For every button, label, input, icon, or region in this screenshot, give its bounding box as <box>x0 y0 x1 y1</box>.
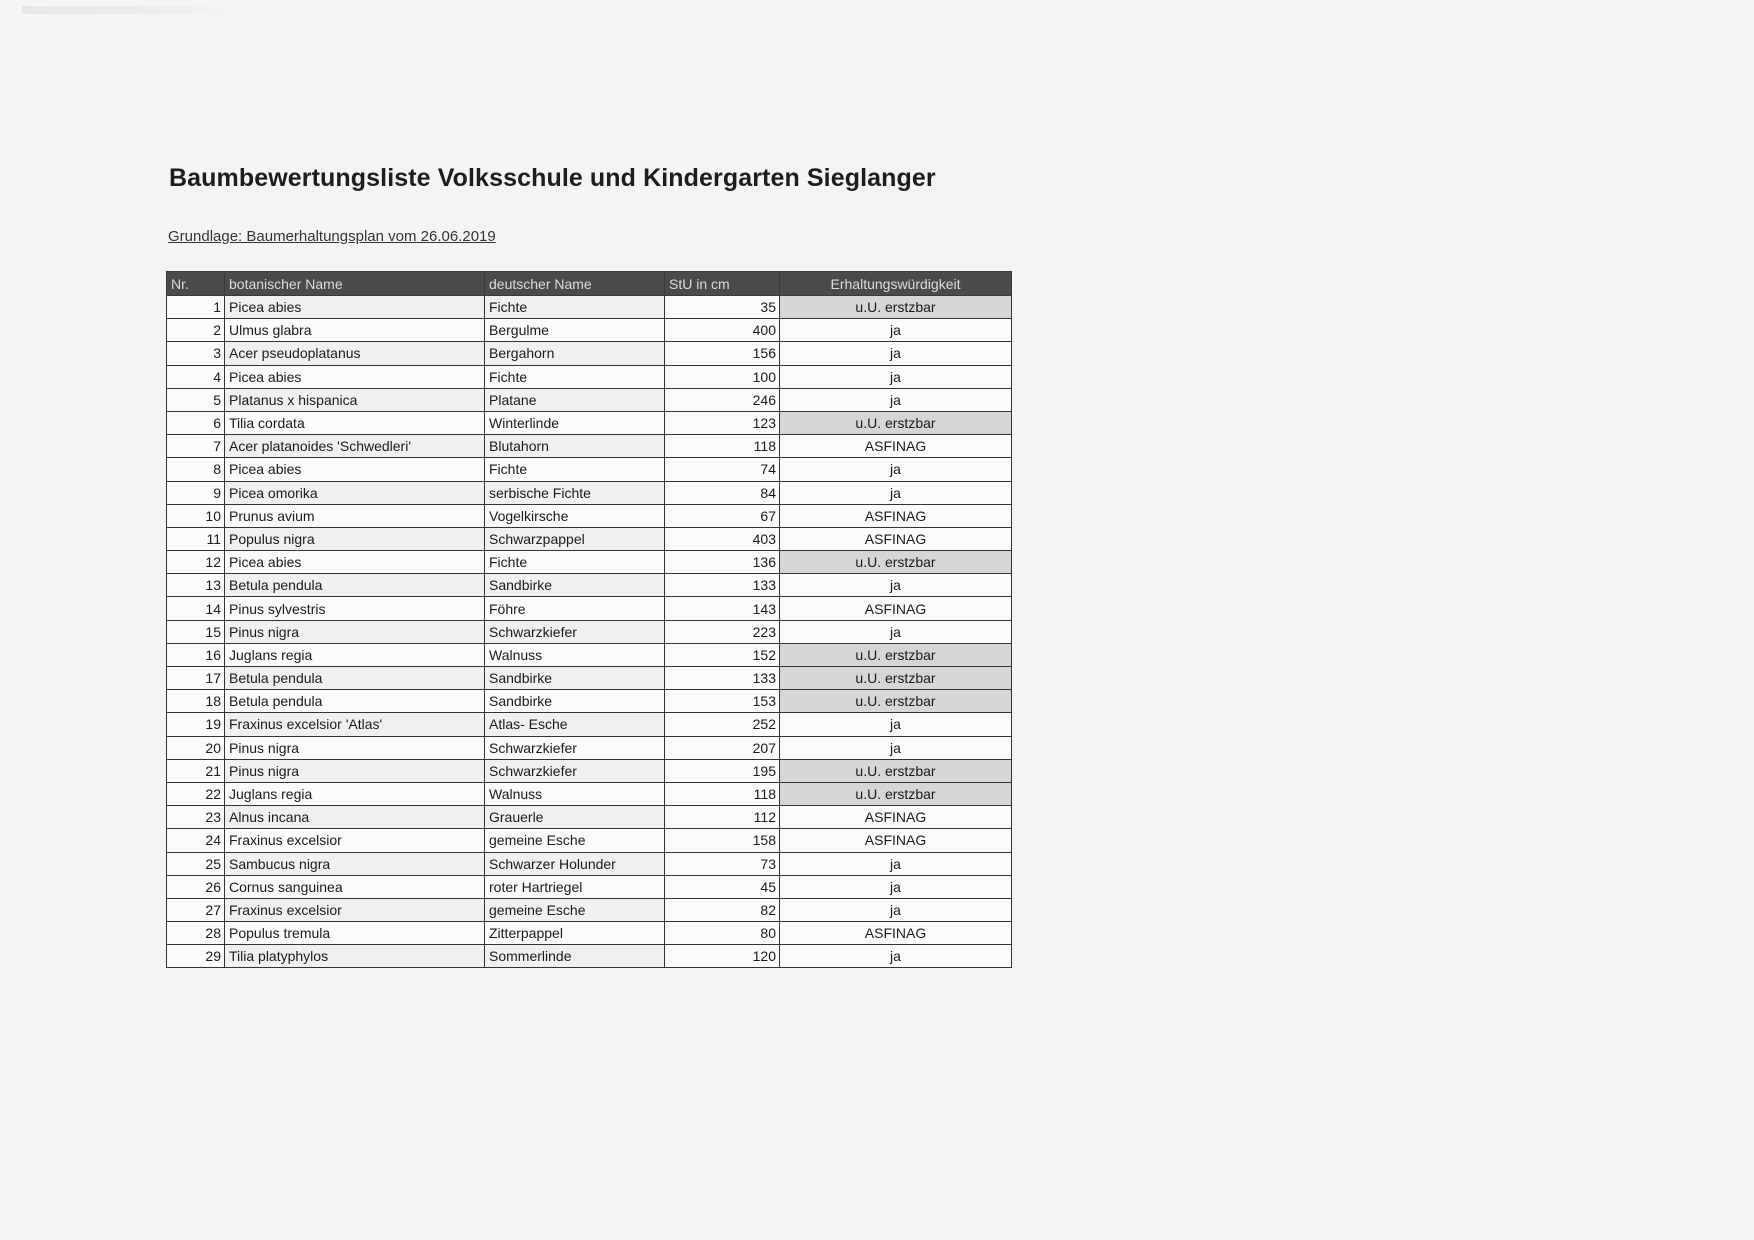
table-row <box>167 620 1012 643</box>
cell-german-name: Sommerlinde <box>485 945 665 968</box>
table-row <box>167 319 1012 342</box>
cell-german-name: Föhre <box>485 597 665 620</box>
cell-status: u.U. erstzbar <box>780 643 1012 666</box>
cell-stu: 118 <box>665 782 780 805</box>
cell-status: ja <box>780 898 1012 921</box>
cell-stu: 143 <box>665 597 780 620</box>
cell-status: u.U. erstzbar <box>780 667 1012 690</box>
cell-german-name: Winterlinde <box>485 411 665 434</box>
cell-status: ja <box>780 342 1012 365</box>
cell-german-name: Zitterpappel <box>485 922 665 945</box>
cell-stu: 400 <box>665 319 780 342</box>
cell-german-name: Schwarzer Holunder <box>485 852 665 875</box>
cell-botanical-name: Picea abies <box>225 365 485 388</box>
cell-stu: 207 <box>665 736 780 759</box>
cell-botanical-name: Pinus nigra <box>225 736 485 759</box>
cell-status: ja <box>780 945 1012 968</box>
table-row <box>167 388 1012 411</box>
cell-nr: 4 <box>167 365 225 388</box>
cell-status: ASFINAG <box>780 435 1012 458</box>
table-row <box>167 898 1012 921</box>
cell-nr: 21 <box>167 759 225 782</box>
cell-nr: 13 <box>167 574 225 597</box>
cell-botanical-name: Picea abies <box>225 551 485 574</box>
tree-evaluation-table <box>166 271 1012 968</box>
cell-nr: 20 <box>167 736 225 759</box>
cell-botanical-name: Betula pendula <box>225 667 485 690</box>
cell-botanical-name: Populus tremula <box>225 922 485 945</box>
cell-status: ja <box>780 481 1012 504</box>
cell-nr: 8 <box>167 458 225 481</box>
cell-stu: 136 <box>665 551 780 574</box>
cell-stu: 67 <box>665 504 780 527</box>
cell-stu: 118 <box>665 435 780 458</box>
scan-artifact <box>22 6 242 14</box>
table-row <box>167 922 1012 945</box>
cell-nr: 10 <box>167 504 225 527</box>
cell-german-name: Sandbirke <box>485 667 665 690</box>
cell-stu: 100 <box>665 365 780 388</box>
cell-botanical-name: Pinus nigra <box>225 759 485 782</box>
cell-status: u.U. erstzbar <box>780 411 1012 434</box>
cell-status: ja <box>780 620 1012 643</box>
cell-nr: 11 <box>167 527 225 550</box>
cell-stu: 80 <box>665 922 780 945</box>
cell-botanical-name: Prunus avium <box>225 504 485 527</box>
table-row <box>167 296 1012 319</box>
table-row <box>167 458 1012 481</box>
cell-nr: 7 <box>167 435 225 458</box>
cell-status: ja <box>780 365 1012 388</box>
cell-nr: 26 <box>167 875 225 898</box>
cell-stu: 246 <box>665 388 780 411</box>
table-row <box>167 690 1012 713</box>
cell-status: ja <box>780 875 1012 898</box>
cell-status: u.U. erstzbar <box>780 782 1012 805</box>
table-row <box>167 574 1012 597</box>
cell-german-name: Atlas- Esche <box>485 713 665 736</box>
column-header-german-name: deutscher Name <box>485 272 665 296</box>
cell-nr: 19 <box>167 713 225 736</box>
cell-stu: 73 <box>665 852 780 875</box>
cell-stu: 156 <box>665 342 780 365</box>
cell-nr: 16 <box>167 643 225 666</box>
cell-german-name: Schwarzpappel <box>485 527 665 550</box>
cell-nr: 17 <box>167 667 225 690</box>
table-row <box>167 875 1012 898</box>
cell-nr: 5 <box>167 388 225 411</box>
cell-nr: 12 <box>167 551 225 574</box>
cell-german-name: Walnuss <box>485 643 665 666</box>
table-row <box>167 504 1012 527</box>
cell-nr: 3 <box>167 342 225 365</box>
cell-status: ja <box>780 458 1012 481</box>
column-header-nr: Nr. <box>167 272 225 296</box>
cell-status: ASFINAG <box>780 527 1012 550</box>
table-row <box>167 481 1012 504</box>
cell-german-name: Schwarzkiefer <box>485 620 665 643</box>
table-row <box>167 551 1012 574</box>
cell-stu: 152 <box>665 643 780 666</box>
table-body <box>167 296 1012 968</box>
cell-botanical-name: Acer platanoides 'Schwedleri' <box>225 435 485 458</box>
cell-stu: 223 <box>665 620 780 643</box>
cell-german-name: Fichte <box>485 458 665 481</box>
cell-german-name: Walnuss <box>485 782 665 805</box>
table-header-row <box>167 272 1012 296</box>
cell-botanical-name: Betula pendula <box>225 690 485 713</box>
cell-stu: 195 <box>665 759 780 782</box>
cell-german-name: Grauerle <box>485 806 665 829</box>
cell-german-name: Schwarzkiefer <box>485 759 665 782</box>
cell-stu: 153 <box>665 690 780 713</box>
cell-stu: 84 <box>665 481 780 504</box>
table-row <box>167 782 1012 805</box>
cell-botanical-name: Picea abies <box>225 296 485 319</box>
cell-botanical-name: Sambucus nigra <box>225 852 485 875</box>
cell-botanical-name: Ulmus glabra <box>225 319 485 342</box>
cell-botanical-name: Picea omorika <box>225 481 485 504</box>
cell-stu: 45 <box>665 875 780 898</box>
cell-botanical-name: Juglans regia <box>225 643 485 666</box>
column-header-stu: StU in cm <box>665 272 780 296</box>
cell-german-name: Vogelkirsche <box>485 504 665 527</box>
cell-german-name: Schwarzkiefer <box>485 736 665 759</box>
table-row <box>167 713 1012 736</box>
cell-botanical-name: Platanus x hispanica <box>225 388 485 411</box>
cell-status: ja <box>780 574 1012 597</box>
document-subtitle: Grundlage: Baumerhaltungsplan vom 26.06.2019 <box>168 228 496 245</box>
cell-status: u.U. erstzbar <box>780 759 1012 782</box>
cell-status: ASFINAG <box>780 829 1012 852</box>
cell-stu: 403 <box>665 527 780 550</box>
cell-botanical-name: Tilia cordata <box>225 411 485 434</box>
cell-stu: 133 <box>665 574 780 597</box>
cell-stu: 133 <box>665 667 780 690</box>
cell-status: ja <box>780 388 1012 411</box>
cell-stu: 120 <box>665 945 780 968</box>
cell-nr: 22 <box>167 782 225 805</box>
column-header-status: Erhaltungswürdigkeit <box>780 272 1012 296</box>
cell-german-name: Fichte <box>485 296 665 319</box>
cell-botanical-name: Betula pendula <box>225 574 485 597</box>
cell-nr: 9 <box>167 481 225 504</box>
cell-status: ja <box>780 736 1012 759</box>
cell-german-name: Blutahorn <box>485 435 665 458</box>
cell-status: ASFINAG <box>780 806 1012 829</box>
cell-status: ASFINAG <box>780 504 1012 527</box>
cell-german-name: Platane <box>485 388 665 411</box>
cell-botanical-name: Picea abies <box>225 458 485 481</box>
column-header-botanical-name: botanischer Name <box>225 272 485 296</box>
cell-botanical-name: Fraxinus excelsior <box>225 898 485 921</box>
table-row <box>167 945 1012 968</box>
cell-botanical-name: Alnus incana <box>225 806 485 829</box>
cell-botanical-name: Fraxinus excelsior <box>225 829 485 852</box>
cell-nr: 18 <box>167 690 225 713</box>
cell-german-name: serbische Fichte <box>485 481 665 504</box>
cell-nr: 27 <box>167 898 225 921</box>
document-title: Baumbewertungsliste Volksschule und Kindergarten Sieglanger <box>169 164 936 192</box>
table-row <box>167 829 1012 852</box>
table-row <box>167 759 1012 782</box>
cell-botanical-name: Tilia platyphylos <box>225 945 485 968</box>
cell-nr: 2 <box>167 319 225 342</box>
table-row <box>167 852 1012 875</box>
cell-nr: 14 <box>167 597 225 620</box>
cell-stu: 123 <box>665 411 780 434</box>
table-row <box>167 806 1012 829</box>
cell-status: ja <box>780 852 1012 875</box>
table-row <box>167 667 1012 690</box>
table-row <box>167 411 1012 434</box>
cell-nr: 28 <box>167 922 225 945</box>
cell-status: u.U. erstzbar <box>780 690 1012 713</box>
cell-botanical-name: Juglans regia <box>225 782 485 805</box>
cell-stu: 112 <box>665 806 780 829</box>
cell-german-name: Bergulme <box>485 319 665 342</box>
cell-stu: 252 <box>665 713 780 736</box>
cell-botanical-name: Pinus sylvestris <box>225 597 485 620</box>
table-row <box>167 342 1012 365</box>
cell-status: ja <box>780 319 1012 342</box>
cell-stu: 35 <box>665 296 780 319</box>
cell-nr: 6 <box>167 411 225 434</box>
cell-nr: 15 <box>167 620 225 643</box>
cell-status: ASFINAG <box>780 597 1012 620</box>
cell-nr: 24 <box>167 829 225 852</box>
table-row <box>167 643 1012 666</box>
table-row <box>167 365 1012 388</box>
cell-nr: 23 <box>167 806 225 829</box>
cell-status: u.U. erstzbar <box>780 551 1012 574</box>
cell-nr: 25 <box>167 852 225 875</box>
cell-german-name: Bergahorn <box>485 342 665 365</box>
cell-botanical-name: Populus nigra <box>225 527 485 550</box>
table-row <box>167 435 1012 458</box>
cell-stu: 82 <box>665 898 780 921</box>
cell-german-name: Fichte <box>485 365 665 388</box>
cell-botanical-name: Fraxinus excelsior 'Atlas' <box>225 713 485 736</box>
cell-german-name: Sandbirke <box>485 690 665 713</box>
cell-stu: 74 <box>665 458 780 481</box>
cell-german-name: Sandbirke <box>485 574 665 597</box>
cell-status: u.U. erstzbar <box>780 296 1012 319</box>
cell-botanical-name: Acer pseudoplatanus <box>225 342 485 365</box>
table-row <box>167 736 1012 759</box>
table-row <box>167 527 1012 550</box>
cell-german-name: Fichte <box>485 551 665 574</box>
cell-botanical-name: Pinus nigra <box>225 620 485 643</box>
table-row <box>167 597 1012 620</box>
cell-german-name: gemeine Esche <box>485 829 665 852</box>
cell-german-name: roter Hartriegel <box>485 875 665 898</box>
cell-nr: 29 <box>167 945 225 968</box>
cell-german-name: gemeine Esche <box>485 898 665 921</box>
cell-status: ASFINAG <box>780 922 1012 945</box>
cell-status: ja <box>780 713 1012 736</box>
cell-botanical-name: Cornus sanguinea <box>225 875 485 898</box>
cell-nr: 1 <box>167 296 225 319</box>
cell-stu: 158 <box>665 829 780 852</box>
